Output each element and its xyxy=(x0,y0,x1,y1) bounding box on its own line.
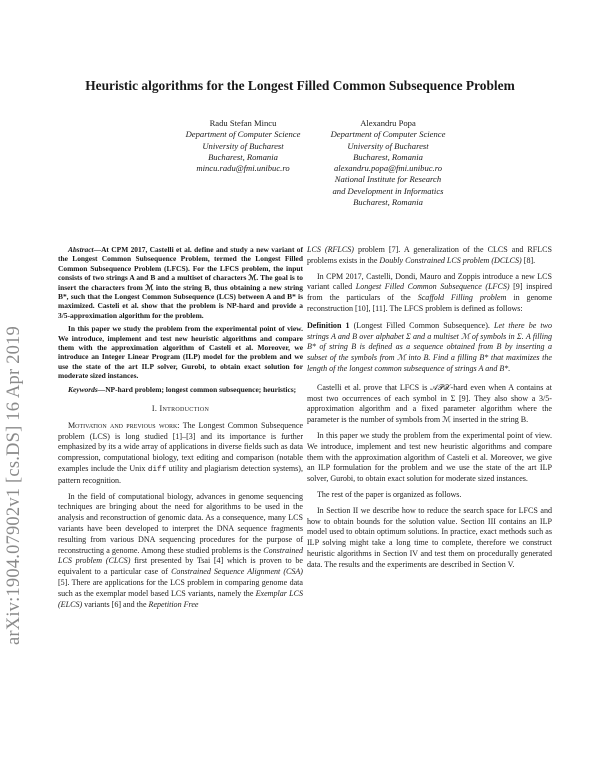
body-paragraph: In Section II we describe how to reduce the search space for LFCS and how to obtain bounds for the solution value. Section III contains an ILP model used to obtain optimum solutions. In practice, exact methods such as ILP solving might take a long time to complete, therefore we construct heuristic algorithms in Section IV and test them on procedurally generated data. The results and the experiments are described in Section V. xyxy=(307,505,552,569)
section-heading: I. Introduction xyxy=(151,404,210,414)
author-name: Alexandru Popa xyxy=(360,118,416,128)
author-email: alexandru.popa@fmi.unibuc.ro xyxy=(333,163,443,174)
arxiv-stamp: arXiv:1904.07902v1 [cs.DS] 16 Apr 2019 xyxy=(4,326,24,645)
body-paragraph: The rest of the paper is organized as follows. xyxy=(317,489,462,499)
keywords: Keywords—NP-hard problem; longest common subsequence; heuristics; xyxy=(68,384,297,394)
author-affiliation: University of Bucharest xyxy=(202,140,284,151)
author-name: Radu Stefan Mincu xyxy=(209,118,277,128)
code-term: diff xyxy=(147,466,167,475)
abstract-label: Abstract xyxy=(68,245,94,254)
abstract-paragraph: Abstract—At CPM 2017, Castelli et al. define and study a new variant of the Longest Common Subsequence Problem, termed the Longest Filled Common Subsequence Problem (LFCS). For the LFCS problem, the input consists of two strings A and B and a multiset of characters ℳ. The goal is to insert the characters from ℳ into the string B, thus obtaining a new string B*, such that the Longest Common Subsequence (LCS) between A and B* is maximized. Casteli et al. show that the problem is NP-hard and provide a 3/5-approximation algorithm for the problem. xyxy=(58,245,303,320)
left-column xyxy=(58,245,303,615)
intro-paragraph: In the field of computational biology, advances in genome sequencing techniques are bringing about the need for algorithms to be used in the analysis and reconstruction of genomic data. As a consequence, many LCS variants have been developed to interpret the DNA sequence fragments resulting from various DNA sequencing procedures for the purpose of reconstructing a genome. Among these studied problems is the Constrained LCS problem (CLCS) first presented by Tsai [4] which is proven to be equivalent to a particular case of Constrained Sequence Alignment (CSA) [5]. There are applications for the LCS problem in comparing genome data such as the exemplar model based LCS variants, namely the Exemplar LCS (ELCS) variants [6] and the Repetition Free xyxy=(58,491,303,609)
author-affiliation: Bucharest, Romania xyxy=(353,197,423,208)
keywords-label: Keywords xyxy=(68,384,98,394)
abstract-paragraph: In this paper we study the problem from the experimental point of view. We introduce, implement and test new heuristic algorithms and compare them with the approximation algorithm of Casteli et al. Moreover, we introduce an Integer Linear Program (ILP) model for the problem and we use the state of the art ILP solver, Gurobi, to obtain exact solution for moderate sized instances. xyxy=(58,324,303,381)
author-affiliation: University of Bucharest xyxy=(347,140,429,151)
paragraph-lead: Motivation and previous work: xyxy=(68,420,180,430)
body-paragraph: In this paper we study the problem from the experimental point of view. We introduce, implement and test new heuristic algorithms and compare them with the approximation algorithm of Casteli et al. Moreover, we give an ILP formulation for the problem and we use the state of the art ILP solver, Gurobi, to obtain exact solution for moderate sized instances. xyxy=(307,430,552,484)
paper-title: Heuristic algorithms for the Longest Filled Common Subsequence Problem xyxy=(85,78,515,93)
body-paragraph: In CPM 2017, Castelli, Dondi, Mauro and Zoppis introduce a new LCS variant called Longest Filled Common Subsequence (LFCS) [9] inspired from the particulars of the Scaffold Filling problem in genome reconstruction [10], [11]. The LFCS problem is defined as follows: xyxy=(307,271,553,313)
author-affiliation: National Institute for Research xyxy=(334,174,442,185)
author-block-2 xyxy=(283,118,493,208)
definition-block: Definition 1 (Longest Filled Common Subsequence). Let there be two strings A and B over alphabet Σ and a multiset ℳ of symbols in Σ. A filling B* of string B is defined as a sequence obtained from B by inserting a subset of the symbols from ℳ into B. Find a filling B* that maximizes the length of the longest common subsequence of strings A and B*. xyxy=(307,320,553,373)
author-affiliation: Bucharest, Romania xyxy=(353,151,423,162)
body-paragraph: LCS (RFLCS) problem [7]. A generalization of the CLCS and RFLCS problems exists in the Doubly Constrained LCS problem (DCLCS) [8]. xyxy=(307,245,553,265)
author-affiliation: Bucharest, Romania xyxy=(208,151,278,162)
author-affiliation: and Development in Informatics xyxy=(332,185,444,196)
body-paragraph: Castelli et al. prove that LFCS is 𝒜𝒫𝒳-hard even when A contains at most two occurrences of each symbol in Σ [9]. They also show a 3/5-approximation algorithm and a fixed parameter algorithm where the parameter is the number of symbols from ℳ inserted in the string B. xyxy=(307,382,552,425)
intro-paragraph: Motivation and previous work: The Longest Common Subsequence problem (LCS) is long studied [1]–[3] and its importance is further emphasized by its a wide array of applications in diverse fields such as data compression, computational biology, text editing and comparison (notable examples include the Unix diff utility and plagiarism detection systems), pattern recognition. xyxy=(58,420,304,485)
author-email: mincu.radu@fmi.unibuc.ro xyxy=(196,163,290,174)
author-affiliation: Department of Computer Science xyxy=(185,129,301,140)
right-column xyxy=(307,245,552,576)
author-affiliation: Department of Computer Science xyxy=(330,129,446,140)
definition-label: Definition 1 xyxy=(307,320,350,330)
